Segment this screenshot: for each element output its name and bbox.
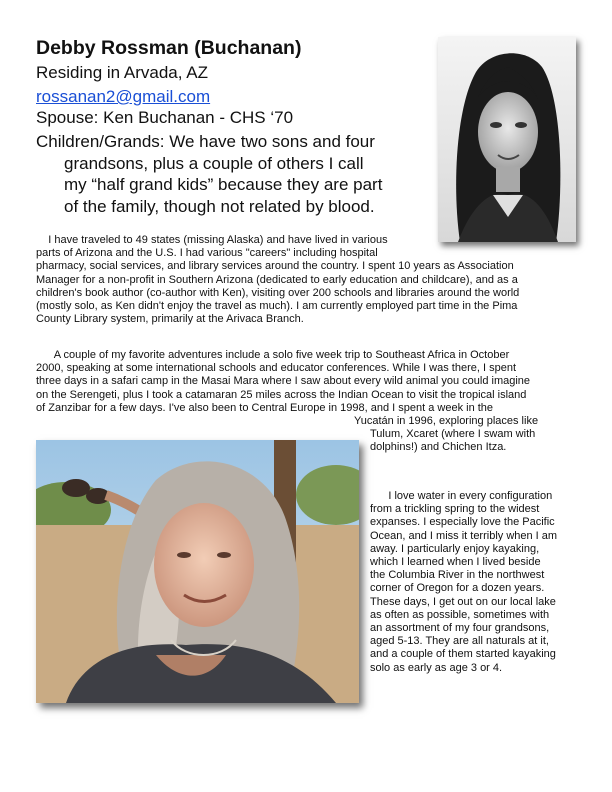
paragraph-line: (mostly solo, as Ken didn't enjoy the travel as much). I am currently employed part time in the Pima bbox=[36, 300, 518, 313]
paragraph-line: which I learned when I lived beside bbox=[370, 556, 541, 569]
paragraph-line: from a trickling spring to the widest bbox=[370, 503, 540, 516]
paragraph-line: Manager for a non-profit in Southern Arizona (dedicated to early education and childcare), and as a bbox=[36, 273, 518, 286]
paragraph-line: the Columbia River in the northwest bbox=[370, 569, 545, 582]
paragraph-line: of Zanzibar for a few days. I've also been to Central Europe in 1998, and I spent a week in the bbox=[36, 401, 494, 414]
paragraph-line: These days, I get out on our local lake bbox=[370, 595, 556, 608]
children-line: my “half grand kids” because they are part bbox=[64, 175, 383, 194]
paragraph-line: dolphins!) and Chichen Itza. bbox=[370, 441, 507, 454]
paragraph-line: County Library system, primarily at the Arivaca Branch. bbox=[36, 313, 304, 326]
children-grands-text bbox=[36, 131, 406, 217]
paragraph-line: I love water in every configuration bbox=[370, 490, 553, 502]
paragraph-line: as often as possible, sometimes with bbox=[370, 608, 550, 621]
paragraph-line: three days in a safari camp in the Masai Mara where I saw about every wild animal you could imagine bbox=[36, 375, 531, 388]
children-line: of the family, though not related by blood. bbox=[64, 196, 375, 216]
paragraph-line: I have traveled to 49 states (missing Alaska) and have lived in various bbox=[36, 234, 388, 246]
email-link[interactable]: rossanan2@gmail.com bbox=[36, 87, 211, 106]
paragraph-line: corner of Oregon for a dozen years. bbox=[370, 582, 545, 595]
paragraph-line: away. I particularly enjoy kayaking, bbox=[370, 542, 540, 555]
paragraph-line: Ocean, and I miss it terribly when I am bbox=[370, 529, 558, 542]
children-line: grandsons, plus a couple of others I call bbox=[64, 153, 364, 173]
yearbook-portrait-photo bbox=[438, 37, 576, 242]
paragraph-line: 2000, speaking at some international schools and educator conferences. While I was there, I spent bbox=[36, 362, 517, 375]
paragraph-line: parts of Arizona and the U.S. I had various "careers" including hospital bbox=[36, 247, 378, 260]
paragraph-line: aged 5-13. They are all naturals at it, bbox=[370, 635, 549, 648]
paragraph-line: pharmacy, social services, and library services around the country. I spent 10 years as Association bbox=[36, 260, 514, 273]
paragraph-line: expanses. I especially love the Pacific bbox=[370, 516, 555, 529]
children-line: Children/Grands: We have two sons and four bbox=[36, 132, 375, 151]
recent-portrait-photo bbox=[36, 440, 359, 703]
travel-paragraph bbox=[36, 234, 571, 326]
paragraph-line: Yucatán in 1996, exploring places like bbox=[354, 415, 539, 428]
paragraph-line: children's book author (co-author with Ken), visiting over 200 schools and libraries around the world bbox=[36, 286, 520, 299]
paragraph-line: solo as early as age 3 or 4. bbox=[370, 661, 503, 674]
paragraph-line: and a couple of them started kayaking bbox=[370, 648, 556, 661]
paragraph-line: A couple of my favorite adventures include a solo five week trip to Southeast Africa in October bbox=[36, 349, 510, 361]
residence-line: Residing in Arvada, AZ bbox=[36, 63, 208, 82]
paragraph-line: an assortment of my four grandsons, bbox=[370, 622, 550, 635]
person-name: Debby Rossman (Buchanan) bbox=[36, 37, 302, 59]
paragraph-line: on the Serengeti, plus I took a catamaran 25 miles across the Indian Ocean to visit the tropical island bbox=[36, 388, 527, 401]
paragraph-line: Tulum, Xcaret (where I swam with bbox=[370, 428, 536, 441]
spouse-line: Spouse: Ken Buchanan - CHS ‘70 bbox=[36, 108, 294, 127]
water-kayaking-paragraph bbox=[370, 490, 585, 675]
adventures-paragraph bbox=[36, 349, 581, 455]
